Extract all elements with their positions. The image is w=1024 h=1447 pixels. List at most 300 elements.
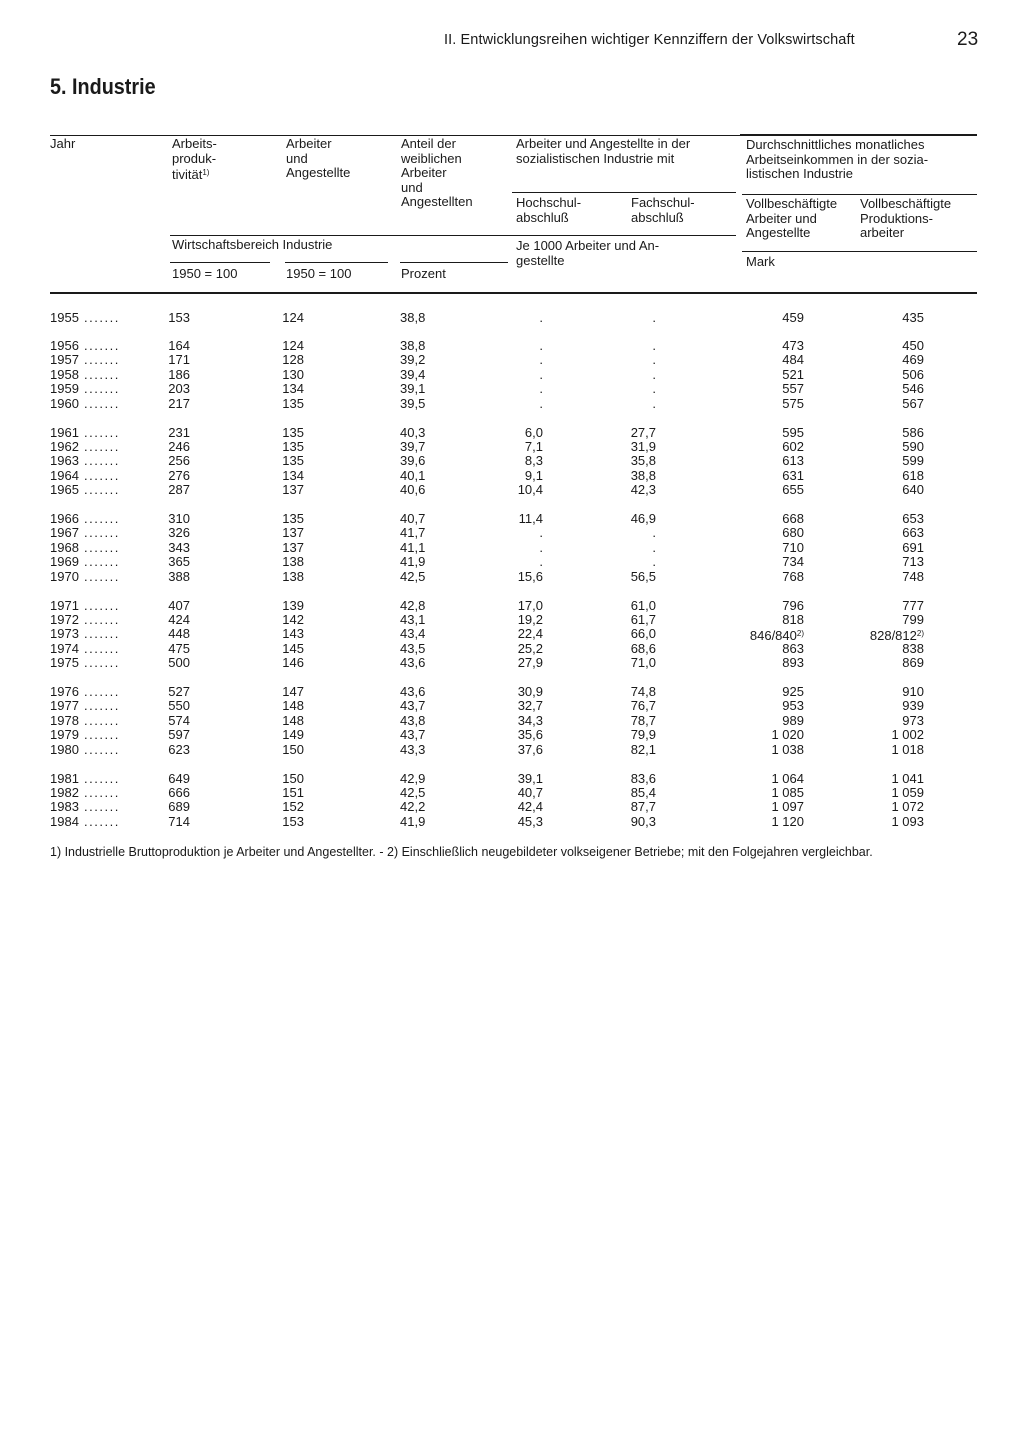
cell-value: 557 — [782, 381, 804, 397]
cell-value: 939 — [902, 698, 924, 714]
cell-value: 459 — [782, 310, 804, 325]
cell-value: 893 — [782, 655, 804, 671]
leader-dots: ....... — [78, 352, 120, 368]
cell-voll — [720, 353, 804, 367]
cell-fach — [622, 555, 656, 569]
cell-fach — [622, 699, 656, 713]
cell-value: 713 — [902, 554, 924, 570]
cell-weib — [400, 772, 446, 786]
cell-arb — [270, 570, 304, 584]
cell-fach — [622, 469, 656, 483]
cell-prod — [160, 311, 190, 325]
cell-value: 818 — [782, 611, 804, 627]
row-year — [50, 483, 120, 497]
cell-prod — [160, 483, 190, 497]
cell-weib — [400, 368, 446, 382]
cell-prodarb — [840, 685, 924, 699]
cell-voll — [720, 613, 804, 627]
cell-prod — [160, 613, 190, 627]
cell-value: 343 — [168, 539, 190, 555]
cell-value: 148 — [282, 698, 304, 714]
footnote-ref-1: 1) — [202, 168, 210, 177]
cell-prod — [160, 699, 190, 713]
year-label: 1960 — [50, 395, 79, 411]
cell-prod — [160, 368, 190, 382]
leader-dots: ....... — [78, 611, 120, 627]
cell-arb — [270, 469, 304, 483]
cell-value: 142 — [282, 611, 304, 627]
cell-value: 42,5 — [400, 568, 426, 584]
cell-voll — [720, 656, 804, 670]
cell-prodarb — [840, 728, 924, 742]
cell-fach — [622, 613, 656, 627]
leader-dots: ....... — [78, 539, 120, 555]
year-label: 1975 — [50, 655, 79, 671]
cell-value: 799 — [902, 611, 924, 627]
cell-value: 42,5 — [400, 784, 426, 800]
cell-prod — [160, 772, 190, 786]
mark-rule — [742, 251, 977, 252]
cell-hoch — [508, 570, 543, 584]
row-year — [50, 613, 120, 627]
cell-value: . — [652, 395, 656, 411]
row-year — [50, 526, 120, 540]
cell-value: 30,9 — [517, 684, 543, 699]
cell-voll — [720, 526, 804, 540]
cell-value: 768 — [782, 568, 804, 584]
cell-fach — [622, 454, 656, 468]
cell-prodarb — [840, 613, 924, 627]
cell-value: 38,8 — [400, 310, 426, 325]
cell-value: 43,6 — [400, 655, 426, 671]
cell-value: 135 — [282, 438, 304, 454]
cell-value: 640 — [902, 482, 924, 498]
cell-value: 246 — [168, 438, 190, 454]
cell-weib — [400, 685, 446, 699]
leader-dots: ....... — [78, 568, 120, 584]
cell-fach — [622, 339, 656, 353]
cell-value: . — [539, 525, 543, 541]
cell-value: 500 — [168, 655, 190, 671]
row-year — [50, 454, 120, 468]
cell-value: 649 — [168, 770, 190, 786]
leader-dots: ....... — [78, 554, 120, 570]
cell-prodarb — [840, 382, 924, 396]
cell-weib — [400, 440, 446, 454]
leader-dots: ....... — [78, 712, 120, 728]
cell-value: 42,4 — [517, 799, 543, 815]
cell-voll — [720, 541, 804, 555]
cell-value: 148 — [282, 712, 304, 728]
cell-value: 973 — [902, 712, 924, 728]
leader-dots: ....... — [78, 525, 120, 541]
cell-prod — [160, 426, 190, 440]
cell-value: 1 064 — [771, 770, 804, 786]
cell-fach — [622, 570, 656, 584]
cell-prodarb — [840, 714, 924, 728]
leader-dots: ....... — [78, 310, 120, 325]
cell-value: 680 — [782, 525, 804, 541]
cell-voll — [720, 642, 804, 656]
cell-prodarb — [840, 555, 924, 569]
income-group-rule — [742, 194, 977, 195]
cell-value: 124 — [282, 338, 304, 353]
row-year — [50, 541, 120, 555]
row-year — [50, 728, 120, 742]
cell-arb — [270, 512, 304, 526]
cell-value: 124 — [282, 310, 304, 325]
cell-voll — [720, 728, 804, 742]
cell-value: 35,6 — [517, 727, 543, 743]
cell-prodarb — [840, 339, 924, 353]
cell-value: 45,3 — [517, 813, 543, 829]
cell-value: 43,7 — [400, 698, 426, 714]
cell-value: 38,8 — [400, 338, 426, 353]
cell-value: 8,3 — [524, 453, 543, 469]
cell-value: 15,6 — [517, 568, 543, 584]
row-year — [50, 555, 120, 569]
cell-value: 43,6 — [400, 684, 426, 699]
cell-prodarb — [840, 397, 924, 411]
cell-value: 82,1 — [630, 741, 656, 757]
cell-arb — [270, 786, 304, 800]
cell-value: 56,5 — [630, 568, 656, 584]
year-label: 1966 — [50, 511, 79, 526]
cell-arb — [270, 656, 304, 670]
cell-value: 1 072 — [891, 799, 924, 815]
cell-hoch — [508, 368, 543, 382]
cell-fach — [622, 440, 656, 454]
cell-fach — [622, 743, 656, 757]
cell-value: 79,9 — [630, 727, 656, 743]
cell-prod — [160, 743, 190, 757]
leader-dots: ....... — [78, 727, 120, 743]
cell-value: . — [539, 554, 543, 570]
running-title: II. Entwicklungsreihen wichtiger Kennziffern der Volkswirtschaft — [444, 32, 855, 48]
unit-rule-1 — [170, 262, 270, 263]
cell-value: 1 002 — [891, 727, 924, 743]
cell-voll — [720, 397, 804, 411]
cell-value: 869 — [902, 655, 924, 671]
row-year — [50, 685, 120, 699]
year-label: 1957 — [50, 352, 79, 368]
cell-weib — [400, 714, 446, 728]
cell-value: 42,9 — [400, 770, 426, 786]
cell-value: 550 — [168, 698, 190, 714]
cell-fach — [622, 426, 656, 440]
cell-value: 43,3 — [400, 741, 426, 757]
cell-value: 66,0 — [630, 626, 656, 642]
cell-value: 139 — [282, 597, 304, 613]
cell-value: 38,8 — [630, 467, 656, 483]
leader-dots: ....... — [78, 684, 120, 699]
cell-value: 76,7 — [630, 698, 656, 714]
cell-prodarb — [840, 599, 924, 613]
cell-prodarb — [840, 541, 924, 555]
leader-dots: ....... — [78, 511, 120, 526]
cell-value: 137 — [282, 539, 304, 555]
leader-dots: ....... — [78, 741, 120, 757]
cell-hoch — [508, 526, 543, 540]
col-vollbesch-produktion: Vollbeschäftigte Produktions- arbeiter — [860, 196, 952, 240]
cell-value: 40,7 — [517, 784, 543, 800]
cell-value: 1 041 — [891, 770, 924, 786]
cell-fach — [622, 353, 656, 367]
cell-value: 37,6 — [517, 741, 543, 757]
year-label: 1956 — [50, 338, 79, 353]
cell-weib — [400, 613, 446, 627]
cell-value: . — [539, 539, 543, 555]
cell-weib — [400, 699, 446, 713]
cell-voll — [720, 800, 804, 814]
cell-prod — [160, 627, 190, 641]
cell-prodarb — [840, 786, 924, 800]
cell-value: 469 — [902, 352, 924, 368]
cell-value: 407 — [168, 597, 190, 613]
cell-value: 39,1 — [517, 770, 543, 786]
cell-voll — [720, 685, 804, 699]
cell-value: 153 — [168, 310, 190, 325]
leader-dots: ....... — [78, 467, 120, 483]
cell-value: 666 — [168, 784, 190, 800]
cell-value: 484 — [782, 352, 804, 368]
cell-prodarb — [840, 642, 924, 656]
cell-value: 61,0 — [630, 597, 656, 613]
year-label: 1970 — [50, 568, 79, 584]
cell-weib — [400, 526, 446, 540]
row-year — [50, 512, 120, 526]
cell-value: . — [539, 338, 543, 353]
cell-value: 691 — [902, 539, 924, 555]
cell-prod — [160, 440, 190, 454]
cell-prodarb — [840, 699, 924, 713]
cell-prodarb — [840, 426, 924, 440]
year-label: 1984 — [50, 813, 79, 829]
cell-value: 152 — [282, 799, 304, 815]
cell-value: 953 — [782, 698, 804, 714]
cell-value: . — [539, 366, 543, 382]
cell-value: 90,3 — [630, 813, 656, 829]
cell-value: 575 — [782, 395, 804, 411]
year-label: 1963 — [50, 453, 79, 469]
cell-voll — [720, 714, 804, 728]
section-title: 5. Industrie — [50, 74, 156, 99]
cell-value: 527 — [168, 684, 190, 699]
cell-value: 171 — [168, 352, 190, 368]
cell-hoch — [508, 642, 543, 656]
cell-value: 10,4 — [517, 482, 543, 498]
cell-value: 448 — [168, 626, 190, 642]
cell-value: . — [539, 381, 543, 397]
cell-value: 135 — [282, 424, 304, 440]
row-year — [50, 656, 120, 670]
cell-value: 475 — [168, 640, 190, 656]
cell-value: 39,1 — [400, 381, 426, 397]
cell-value: 87,7 — [630, 799, 656, 815]
cell-value: . — [652, 554, 656, 570]
cell-value: 287 — [168, 482, 190, 498]
cell-arb — [270, 555, 304, 569]
cell-prodarb — [840, 440, 924, 454]
leader-dots: ....... — [78, 597, 120, 613]
year-label: 1973 — [50, 626, 79, 642]
cell-value: 574 — [168, 712, 190, 728]
year-label: 1978 — [50, 712, 79, 728]
cell-value: 653 — [902, 511, 924, 526]
cell-voll — [720, 555, 804, 569]
cell-value: 231 — [168, 424, 190, 440]
cell-prodarb — [840, 469, 924, 483]
cell-value: 1 085 — [771, 784, 804, 800]
cell-value: 43,8 — [400, 712, 426, 728]
cell-fach — [622, 599, 656, 613]
cell-value: 46,9 — [630, 511, 656, 526]
cell-value: 134 — [282, 381, 304, 397]
cell-prod — [160, 541, 190, 555]
leader-dots: ....... — [78, 395, 120, 411]
year-label: 1961 — [50, 424, 79, 440]
cell-weib — [400, 570, 446, 584]
cell-prod — [160, 685, 190, 699]
cell-hoch — [508, 426, 543, 440]
cell-value: 1 038 — [771, 741, 804, 757]
cell-fach — [622, 685, 656, 699]
row-year — [50, 426, 120, 440]
wirtschaftsbereich-label: Wirtschaftsbereich Industrie — [172, 237, 333, 252]
cell-value: . — [652, 525, 656, 541]
cell-prodarb — [840, 512, 924, 526]
cell-value: 19,2 — [517, 611, 543, 627]
year-label: 1980 — [50, 741, 79, 757]
row-year — [50, 469, 120, 483]
cell-value: 796 — [782, 597, 804, 613]
cell-fach — [622, 368, 656, 382]
cell-arb — [270, 368, 304, 382]
cell-value: 597 — [168, 727, 190, 743]
cell-value: 41,9 — [400, 554, 426, 570]
cell-value: 663 — [902, 525, 924, 541]
col-arbeitsproduktivitaet: Arbeits- produk- tivität$^{1)}$ — [172, 136, 217, 182]
cell-value: 130 — [282, 366, 304, 382]
row-year — [50, 642, 120, 656]
cell-value: 41,7 — [400, 525, 426, 541]
cell-voll — [720, 454, 804, 468]
cell-weib — [400, 786, 446, 800]
year-label: 1981 — [50, 770, 79, 786]
cell-value: 631 — [782, 467, 804, 483]
leader-dots: ....... — [78, 640, 120, 656]
row-year — [50, 714, 120, 728]
cell-voll — [720, 786, 804, 800]
cell-prodarb — [840, 570, 924, 584]
cell-prodarb — [840, 454, 924, 468]
row-year — [50, 353, 120, 367]
cell-voll — [720, 599, 804, 613]
cell-fach — [622, 656, 656, 670]
cell-weib — [400, 728, 446, 742]
cell-value: 777 — [902, 597, 924, 613]
cell-value: 61,7 — [630, 611, 656, 627]
cell-fach — [622, 483, 656, 497]
cell-value: 989 — [782, 712, 804, 728]
cell-arb — [270, 353, 304, 367]
cell-prod — [160, 397, 190, 411]
row-year — [50, 627, 120, 641]
cell-arb — [270, 339, 304, 353]
cell-weib — [400, 339, 446, 353]
cell-arb — [270, 397, 304, 411]
cell-value: 39,2 — [400, 352, 426, 368]
cell-value: 85,4 — [630, 784, 656, 800]
cell-value: 32,7 — [517, 698, 543, 714]
cell-value: 137 — [282, 525, 304, 541]
cell-value: 40,6 — [400, 482, 426, 498]
cell-arb — [270, 699, 304, 713]
row-year — [50, 368, 120, 382]
table-top-rule-right — [740, 134, 977, 136]
cell-fach — [622, 714, 656, 728]
cell-hoch — [508, 656, 543, 670]
cell-value: 567 — [902, 395, 924, 411]
cell-arb — [270, 627, 304, 641]
cell-value: 83,6 — [630, 770, 656, 786]
cell-voll — [720, 512, 804, 526]
cell-prod — [160, 512, 190, 526]
leader-dots: ....... — [78, 338, 120, 353]
cell-value: 39,4 — [400, 366, 426, 382]
cell-value: 134 — [282, 467, 304, 483]
cell-value: 203 — [168, 381, 190, 397]
cell-prodarb — [840, 526, 924, 540]
cell-arb — [270, 454, 304, 468]
cell-value: 521 — [782, 366, 804, 382]
cell-weib — [400, 599, 446, 613]
row-year — [50, 743, 120, 757]
cell-hoch — [508, 555, 543, 569]
cell-voll — [720, 483, 804, 497]
cell-prod — [160, 570, 190, 584]
cell-hoch — [508, 599, 543, 613]
cell-arb — [270, 685, 304, 699]
cell-value: 22,4 — [517, 626, 543, 642]
cell-value: 473 — [782, 338, 804, 353]
cell-weib — [400, 353, 446, 367]
cell-hoch — [508, 800, 543, 814]
row-year — [50, 599, 120, 613]
unit-rule-3 — [400, 262, 508, 263]
cell-prod — [160, 800, 190, 814]
page-number: 23 — [957, 29, 979, 50]
cell-voll — [720, 743, 804, 757]
cell-arb — [270, 599, 304, 613]
cell-value: 145 — [282, 640, 304, 656]
cell-arb — [270, 526, 304, 540]
year-label: 1962 — [50, 438, 79, 454]
cell-hoch — [508, 714, 543, 728]
cell-voll — [720, 570, 804, 584]
cell-voll — [720, 382, 804, 396]
cell-hoch — [508, 382, 543, 396]
cell-weib — [400, 382, 446, 396]
footnote-ref-2: 2) — [796, 629, 804, 639]
leader-dots: ....... — [78, 770, 120, 786]
cell-value: 863 — [782, 640, 804, 656]
cell-weib — [400, 541, 446, 555]
cell-prodarb — [840, 815, 924, 829]
cell-fach — [622, 526, 656, 540]
cell-value: 599 — [902, 453, 924, 469]
cell-value: 27,9 — [517, 655, 543, 671]
